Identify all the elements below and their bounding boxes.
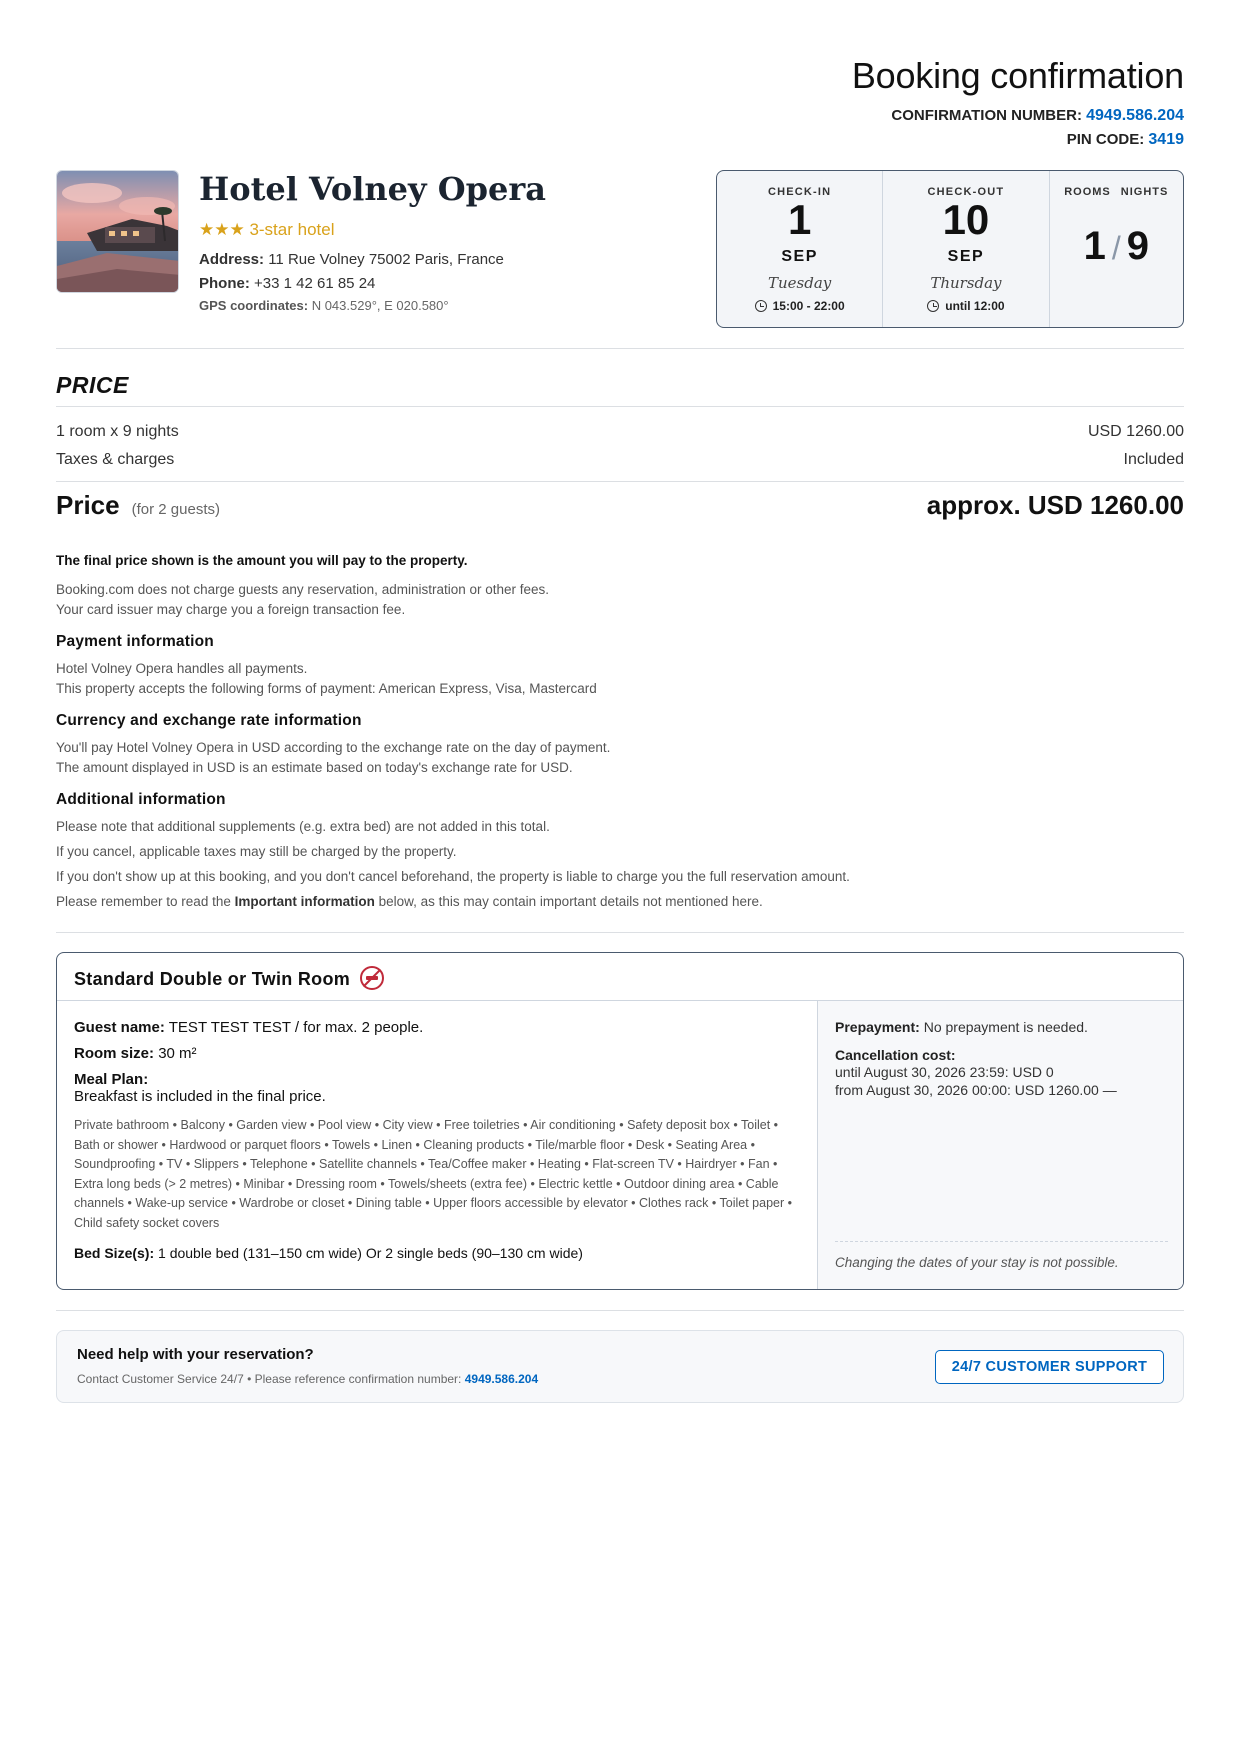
guest-value: TEST TEST TEST / for max. 2 people. xyxy=(168,1019,424,1036)
hotel-info xyxy=(56,170,696,330)
page-title: Booking confirmation xyxy=(851,55,1184,96)
room-card xyxy=(56,952,1184,1290)
confirmation-label: CONFIRMATION NUMBER: xyxy=(891,107,1082,124)
prepayment-value: No prepayment is needed. xyxy=(923,1019,1088,1035)
checkout-label: CHECK-OUT xyxy=(927,186,1005,198)
room-header xyxy=(57,953,1183,1001)
prepayment-label: Prepayment: xyxy=(835,1019,920,1035)
checkin-time-value: 15:00 - 22:00 xyxy=(772,299,845,313)
clock-icon xyxy=(755,300,767,312)
prepayment xyxy=(835,1019,1168,1035)
help-confirmation-number: 4949.586.204 xyxy=(464,1372,539,1386)
additional-line-4-post: below, as this may contain important details not mentioned here. xyxy=(374,894,763,909)
checkin-column xyxy=(717,171,883,327)
cancellation-lines xyxy=(835,1063,1168,1099)
guest-name xyxy=(74,1019,800,1036)
rooms-label: ROOMS xyxy=(1064,186,1111,198)
confirmation-number: 4949.586.204 xyxy=(1086,107,1184,124)
stay-summary-box xyxy=(716,170,1184,328)
final-price-note: The final price shown is the amount you will pay to the property. xyxy=(56,553,468,568)
hotel-gps xyxy=(199,298,449,313)
pin-code-line xyxy=(852,131,1184,149)
payment-line-1: Hotel Volney Opera handles all payments. xyxy=(56,661,308,676)
checkout-time-value: until 12:00 xyxy=(945,299,1005,313)
rooms-count: 1 xyxy=(1083,224,1106,268)
document-header xyxy=(852,55,1184,149)
price-row-value: Included xyxy=(1123,451,1184,468)
room-size-label: Room size: xyxy=(74,1045,155,1062)
checkin-day: 1 xyxy=(787,196,812,243)
bed-sizes xyxy=(74,1245,800,1261)
price-total xyxy=(56,490,1184,521)
meal-plan-label: Meal Plan: xyxy=(74,1071,149,1088)
hotel-phone xyxy=(199,275,375,292)
nights-count: 9 xyxy=(1126,224,1149,268)
payment-heading: Payment information xyxy=(56,633,214,650)
bed-sizes-label: Bed Size(s): xyxy=(74,1245,155,1261)
cancellation-label: Cancellation cost: xyxy=(835,1047,956,1063)
room-title: Standard Double or Twin Room xyxy=(74,969,351,989)
cancellation-line-1: until August 30, 2026 23:59: USD 0 xyxy=(835,1064,1054,1080)
rooms-nights-value xyxy=(1050,224,1183,269)
divider xyxy=(56,1310,1184,1311)
hotel-photo xyxy=(56,170,179,293)
total-label: Price xyxy=(56,490,120,520)
room-details xyxy=(57,1001,817,1290)
no-smoking-icon xyxy=(360,966,384,990)
price-row-label: 1 room x 9 nights xyxy=(56,423,179,440)
total-guests: (for 2 guests) xyxy=(131,501,220,518)
room-facilities: Private bathroom • Balcony • Garden view • Pool view • City view • Free toiletries • Air conditioning • Safety deposit box • Toilet • Bath or shower • Hardwood or parquet floors • Towels • Linen • Cleaning products • Tile/marble floor • Desk • Seating Area • Soundproofing • TV • Slippers • Telephone • Satellite channels • Tea/Coffee maker • Heating • Flat-screen TV • Hairdryer • Fan • Extra long beds (> 2 metres) • Minibar • Dressing room • Towels/sheets (extra fee) • Electric kettle • Outdoor dining area • Cable channels • Wake-up service • Wardrobe or closet • Dining table • Upper floors accessible by elevator • Clothes rack • Toilet paper • Child safety socket covers xyxy=(74,1118,792,1230)
room-policies xyxy=(817,1001,1184,1290)
help-subtitle xyxy=(77,1372,538,1386)
checkout-weekday: Thursday xyxy=(930,274,1002,292)
gps-label: GPS coordinates: xyxy=(199,298,309,313)
additional-line-2: If you cancel, applicable taxes may still be charged by the property. xyxy=(56,844,457,859)
date-change-note: Changing the dates of your stay is not possible. xyxy=(835,1241,1168,1270)
price-heading: PRICE xyxy=(56,372,129,398)
checkin-month: SEP xyxy=(781,248,818,265)
payment-line-2: This property accepts the following forms of payment: American Express, Visa, Mastercard xyxy=(56,681,597,696)
pin-label: PIN CODE: xyxy=(1066,131,1145,148)
hotel-star-rating: ★★★ 3-star hotel xyxy=(199,220,335,239)
room-size-value: 30 m² xyxy=(158,1045,197,1062)
currency-heading: Currency and exchange rate information xyxy=(56,712,362,729)
cancellation-line-2: from August 30, 2026 00:00: USD 1260.00 — xyxy=(835,1082,1117,1098)
price-row-room-nights xyxy=(56,423,1184,441)
clock-icon xyxy=(927,300,939,312)
pin-code: 3419 xyxy=(1148,131,1184,148)
total-value: approx. USD 1260.00 xyxy=(926,490,1184,520)
guest-label: Guest name: xyxy=(74,1019,165,1036)
meal-plan-value: Breakfast is included in the final price. xyxy=(74,1088,326,1105)
nights-label: NIGHTS xyxy=(1120,186,1169,198)
checkin-weekday: Tuesday xyxy=(768,274,832,292)
currency-line-1: You'll pay Hotel Volney Opera in USD according to the exchange rate on the day of payment. xyxy=(56,740,611,755)
checkin-label: CHECK-IN xyxy=(767,186,832,198)
address-label: Address: xyxy=(199,251,265,268)
additional-line-4-pre: Please remember to read the xyxy=(56,894,235,909)
hotel-address xyxy=(199,251,504,268)
additional-line-3: If you don't show up at this booking, and you don't cancel beforehand, the property is liable to charge you the full reservation amount. xyxy=(56,869,850,884)
confirmation-number-line xyxy=(852,107,1184,125)
currency-line-2: The amount displayed in USD is an estimate based on today's exchange rate for USD. xyxy=(56,760,573,775)
divider xyxy=(56,348,1184,349)
additional-line-1: Please note that additional supplements (e.g. extra bed) are not added in this total. xyxy=(56,819,550,834)
checkout-month: SEP xyxy=(947,248,985,265)
separator-slash: / xyxy=(1111,230,1121,266)
help-box xyxy=(56,1330,1184,1403)
checkout-column xyxy=(883,171,1049,327)
price-row-value: USD 1260.00 xyxy=(1087,423,1184,440)
checkout-time xyxy=(883,299,1048,313)
bed-sizes-value: 1 double bed (131–150 cm wide) Or 2 single beds (90–130 cm wide) xyxy=(158,1245,583,1261)
important-information-ref: Important information xyxy=(234,894,375,909)
fees-note-1: Booking.com does not charge guests any reservation, administration or other fees. xyxy=(56,582,550,597)
address-value: 11 Rue Volney 75002 Paris, France xyxy=(268,251,504,268)
gps-value: N 043.529°, E 020.580° xyxy=(311,298,449,313)
checkout-day: 10 xyxy=(942,196,990,243)
additional-line-4 xyxy=(56,892,763,912)
meal-plan xyxy=(74,1071,800,1105)
cancellation-cost xyxy=(835,1047,1168,1063)
divider xyxy=(56,481,1184,482)
price-row-taxes xyxy=(56,451,1184,469)
help-title: Need help with your reservation? xyxy=(77,1346,314,1363)
rooms-nights-column xyxy=(1050,171,1183,327)
help-subtitle-text: Contact Customer Service 24/7 • Please reference confirmation number: xyxy=(77,1372,465,1386)
customer-support-button[interactable]: 24/7 CUSTOMER SUPPORT xyxy=(935,1350,1164,1384)
phone-value: +33 1 42 61 85 24 xyxy=(254,275,376,292)
checkin-time xyxy=(717,299,882,313)
rooms-nights-labels xyxy=(1050,186,1183,198)
divider xyxy=(56,406,1184,407)
price-row-label: Taxes & charges xyxy=(56,451,175,468)
additional-heading: Additional information xyxy=(56,791,226,808)
room-size xyxy=(74,1045,800,1062)
fees-note-2: Your card issuer may charge you a foreign transaction fee. xyxy=(56,602,406,617)
hotel-name: Hotel Volney Opera xyxy=(199,170,546,208)
divider xyxy=(56,932,1184,933)
phone-label: Phone: xyxy=(199,275,250,292)
